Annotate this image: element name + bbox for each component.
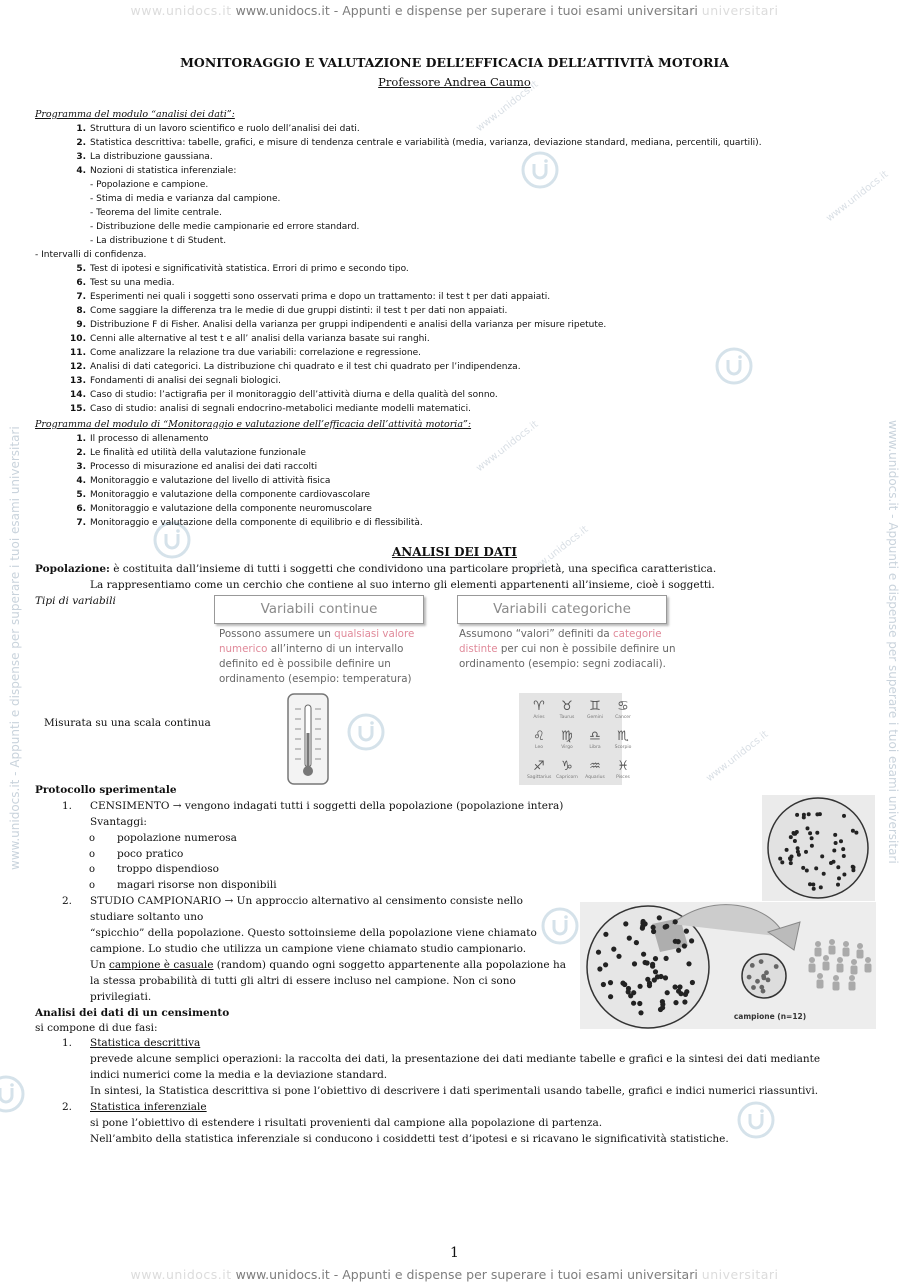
program-item-text: Cenni alle alternative al test t e all’ analisi della varianza basate sui ranghi. (90, 334, 430, 344)
person-icon (857, 943, 863, 949)
program-item-number: 13. (70, 376, 86, 386)
population-dot (664, 956, 669, 961)
population-dot (689, 938, 694, 943)
person-icon (815, 941, 821, 947)
program-item-text: Test su una media. (90, 278, 175, 288)
population-dot (673, 939, 678, 944)
population-dot (806, 826, 810, 830)
person-icon (829, 946, 836, 955)
population-dot (789, 861, 793, 865)
person-icon (837, 957, 843, 963)
program-item (76, 164, 890, 178)
population-dot (631, 1001, 636, 1006)
census-analysis-intro: si compone di due fasi: (35, 1022, 158, 1034)
population-dot (608, 994, 613, 999)
zodiac-name: Virgo (561, 745, 573, 750)
population-dot (807, 812, 811, 816)
population-dot (603, 962, 608, 967)
population-dot (611, 947, 616, 952)
program-item-number: 7. (76, 518, 86, 528)
person-icon (833, 982, 840, 991)
watermark-side-left: www.unidocs.it - Appunti e dispense per superare i tuoi esami universitari (8, 426, 22, 870)
population-dot (632, 961, 637, 966)
watermark-banner-top: www.unidocs.it www.unidocs.it - Appunti e dispense per superare i tuoi esami universitari universitari (130, 3, 779, 18)
program-item-text: La distribuzione gaussiana. (90, 152, 213, 162)
zodiac-name: Cancer (615, 715, 631, 720)
program-item-number: 3. (76, 152, 86, 162)
program-item (76, 122, 890, 136)
population-dot (774, 964, 779, 969)
population-dot (759, 959, 764, 964)
program-item-text: Statistica descrittiva: tabelle, grafici, e misure di tendenza centrale e variabilità (media, varianza, deviazione standard, mediana, percentili, quartili). (90, 138, 762, 148)
population-dot (641, 952, 646, 957)
program-item (70, 388, 890, 402)
continuous-variables-description: Possono assumere un qualsiasi valore numerico all’interno di un intervallo definito ed è possibile definire un ordinamento (esempio: temperatura) (219, 628, 415, 685)
census-analysis-heading: Analisi dei dati di un censimento (35, 1007, 230, 1019)
program-item-number: 6. (76, 278, 86, 288)
watermark-side-right: www.unidocs.it - Appunti e dispense per superare i tuoi esami universitari (886, 420, 900, 864)
program-item-number: 6. (76, 504, 86, 514)
person-icon (849, 975, 855, 981)
population-dot (842, 873, 846, 877)
program-item-number: 14. (70, 390, 86, 400)
program-item-number: 11. (70, 348, 86, 358)
population-dot (645, 960, 650, 965)
population-dot (747, 975, 752, 980)
population-dot (678, 991, 683, 996)
program-item (70, 346, 890, 360)
population-dot (808, 831, 812, 835)
person-icon (809, 964, 816, 973)
categorical-variables-box: Variabili categoriche (457, 595, 667, 624)
population-dot (801, 866, 805, 870)
program-item-number: 8. (76, 306, 86, 316)
zodiac-glyph: ♈ (533, 699, 545, 714)
program-item (76, 290, 890, 304)
population-dot (663, 924, 668, 929)
program-item (70, 374, 890, 388)
population-dot (833, 833, 837, 837)
thermometer-icon (287, 693, 329, 785)
document-title: MONITORAGGIO E VALUTAZIONE DELL’EFFICACIA DELL’ATTIVITÀ MOTORIA (180, 55, 729, 70)
zodiac-sign-icon (527, 729, 551, 757)
population-dot (676, 948, 681, 953)
population-dot (755, 979, 760, 984)
population-dot (854, 831, 858, 835)
watermark-banner-bottom: www.unidocs.it www.unidocs.it - Appunti e dispense per superare i tuoi esami universitari universitari (130, 1267, 779, 1282)
population-dot (690, 980, 695, 985)
program-item-text: Test di ipotesi e significatività statistica. Errori di primo e secondo tipo. (90, 264, 409, 274)
program-item (76, 474, 890, 488)
program-item-text: Analisi di dati categorici. La distribuzione chi quadrato e il test chi quadrato per l’indipendenza. (90, 362, 521, 372)
population-dot (815, 812, 819, 816)
program-item (76, 516, 890, 530)
program-item-number: 5. (76, 264, 86, 274)
program-b-list (76, 432, 890, 530)
continuous-scale-note: Misurata su una scala continua (44, 717, 211, 729)
program-item-number: 4. (76, 166, 86, 176)
program-item (70, 402, 890, 416)
program-item-text: Come saggiare la differenza tra le medie di due gruppi distinti: il test t per dati non appaiati. (90, 306, 508, 316)
person-icon (865, 964, 872, 973)
program-item-text: Distribuzione F di Fisher. Analisi della varianza per gruppi indipendenti e analisi della varianza per misure ripetute. (90, 320, 607, 330)
program-item-number: 9. (76, 320, 86, 330)
watermark-logo-icon (0, 1074, 26, 1114)
population-dot (836, 865, 840, 869)
zodiac-sign-icon (611, 699, 635, 727)
population-dot (780, 860, 784, 864)
population-dot (684, 929, 689, 934)
program-item-text: Come analizzare la relazione tra due variabili: correlazione e regressione. (90, 348, 421, 358)
population-dot (841, 847, 845, 851)
person-icon (815, 948, 822, 957)
population-dot (751, 985, 756, 990)
zodiac-sign-icon (555, 759, 579, 787)
program-item-number: 1. (76, 124, 86, 134)
program-item-number: 10. (70, 334, 86, 344)
variable-types-label: Tipi di variabili (35, 595, 116, 607)
disadvantage-item: o popolazione numerosa (117, 831, 277, 847)
population-dot (764, 970, 769, 975)
program-item (76, 136, 890, 150)
zodiac-name: Aries (533, 715, 545, 720)
program-subitem: - Distribuzione delle medie campionarie ed errore standard. (90, 222, 360, 232)
population-dot (634, 940, 639, 945)
sampling-figure (580, 902, 876, 1029)
person-icon (849, 982, 856, 991)
program-item (76, 446, 890, 460)
population-dot (684, 989, 689, 994)
population-dot (796, 846, 800, 850)
zodiac-sign-icon (555, 729, 579, 757)
zodiac-sign-icon (527, 759, 551, 787)
professor-name: Professore Andrea Caumo (378, 75, 531, 89)
zodiac-glyph: ♉ (561, 699, 573, 714)
population-dot (623, 921, 628, 926)
population-dot (802, 813, 806, 817)
person-icon (817, 973, 823, 979)
population-dot (627, 936, 632, 941)
person-icon (833, 975, 839, 981)
zodiac-name: Leo (535, 745, 543, 750)
zodiac-sign-icon (555, 699, 579, 727)
program-item (76, 304, 890, 318)
population-dot (663, 975, 668, 980)
population-dot (616, 954, 621, 959)
program-item-text: Processo di misurazione ed analisi dei dati raccolti (90, 462, 318, 472)
program-item-number: 1. (76, 434, 86, 444)
zodiac-name: Capricorn (556, 775, 578, 780)
zodiac-sign-icon (611, 759, 635, 787)
person-icon (865, 957, 871, 963)
zodiac-glyph: ♍ (561, 729, 573, 744)
population-dot (815, 831, 819, 835)
population-dot (650, 962, 655, 967)
population-dot (812, 887, 816, 891)
watermark-diagonal: www.unidocs.it (474, 79, 541, 135)
zodiac-name: Aquarius (585, 775, 605, 780)
program-item-number: 2. (76, 448, 86, 458)
program-outdented-item: - Intervalli di confidenza. (35, 250, 147, 260)
zodiac-glyph: ♎ (589, 729, 601, 744)
zodiac-name: Pisces (616, 775, 630, 780)
program-item-number: 3. (76, 462, 86, 472)
program-item-text: Monitoraggio e valutazione della componente cardiovascolare (90, 490, 371, 500)
population-dot (597, 966, 602, 971)
zodiac-sign-icon (527, 699, 551, 727)
person-icon (809, 957, 815, 963)
population-dot (596, 950, 601, 955)
descriptive-statistics-item: 1. Statistica descrittiva prevede alcune semplici operazioni: la raccolta dei dati, la presentazione dei dati mediante tabelle e grafici e la sintesi dei dati mediante indici numerici come la media e la deviazione standard. In sintesi, la Statistica descrittiva si pone l’obiettivo di descrivere i dati sperimentali usando tabelle, grafici e indici numerici riassuntivi. (62, 1037, 821, 1097)
zodiac-glyph: ♋ (617, 699, 629, 714)
program-item-text: Caso di studio: analisi di segnali endocrino-metabolici mediante modelli matematici. (90, 404, 471, 414)
program-item-number: 12. (70, 362, 86, 372)
population-dot (637, 1001, 642, 1006)
population-dot (766, 978, 771, 983)
population-dot (796, 850, 800, 854)
population-dot (834, 841, 838, 845)
population-dot (789, 835, 793, 839)
population-dot (673, 984, 678, 989)
population-dot (603, 932, 608, 937)
program-subitem: - Popolazione e campione. (90, 180, 209, 190)
program-item-text: Le finalità ed utilità della valutazione funzionale (90, 448, 306, 458)
continuous-variables-box: Variabili continue (214, 595, 424, 624)
disadvantage-item: o magari risorse non disponibili (117, 878, 277, 894)
program-item-text: Caso di studio: l’actigrafia per il monitoraggio dell’attività diurna e della qualità del sonno. (90, 390, 498, 400)
watermark-diagonal: www.unidocs.it (474, 419, 541, 475)
sample-label: campione (n=12) (733, 1012, 807, 1021)
person-icon (817, 980, 824, 989)
zodiac-name: Gemini (587, 715, 603, 720)
program-item-text: Fondamenti di analisi dei segnali biologici. (90, 376, 281, 386)
program-item (76, 460, 890, 474)
population-dot (819, 885, 823, 889)
zodiac-glyph: ♐ (533, 759, 545, 774)
program-subitem: - Stima di media e varianza dal campione. (90, 194, 281, 204)
population-dot (657, 915, 662, 920)
population-dot (626, 986, 631, 991)
population-dot (785, 848, 789, 852)
disadvantages-list (117, 831, 277, 893)
population-definition: Popolazione: è costituita dall’insieme di tutti i soggetti che condividono una particolare proprietà, una specifica caratteristica. (35, 563, 717, 575)
person-icon (857, 950, 864, 959)
population-dot (601, 982, 606, 987)
disadvantages-label: Svantaggi: (90, 816, 147, 828)
population-dot (810, 844, 814, 848)
variable-types-figure (213, 593, 696, 787)
population-dot (851, 829, 855, 833)
population-dot (793, 839, 797, 843)
population-dot (750, 963, 755, 968)
population-dot (790, 855, 794, 859)
zodiac-glyph: ♒ (589, 759, 601, 774)
person-icon (843, 948, 850, 957)
zodiac-name: Scorpio (614, 745, 632, 750)
population-dot (653, 956, 658, 961)
population-dot (820, 854, 824, 858)
program-item-number: 5. (76, 490, 86, 500)
population-representation: La rappresentiamo come un cerchio che contiene al suo interno gli elementi appartenenti all’insieme, cioè i soggetti. (90, 579, 715, 591)
program-item-text: Il processo di allenamento (90, 434, 209, 444)
program-item (76, 150, 890, 164)
program-item (70, 360, 890, 374)
population-dot (842, 854, 846, 858)
population-dot (647, 983, 652, 988)
zodiac-name: Taurus (559, 715, 575, 720)
population-circle-figure (762, 795, 875, 901)
program-a-heading: Programma del modulo “analisi dei dati”: (35, 109, 235, 120)
population-dot (682, 999, 687, 1004)
population-dot (839, 839, 843, 843)
program-item-text: Esperimenti nei quali i soggetti sono osservati prima e dopo un trattamento: il test t per dati appaiati. (90, 292, 551, 302)
population-dot (837, 876, 841, 880)
section-title: ANALISI DEI DATI (391, 545, 518, 559)
person-icon (843, 941, 849, 947)
population-dot (842, 814, 846, 818)
zodiac-glyph: ♓ (617, 759, 629, 774)
population-dot (673, 1000, 678, 1005)
population-dot (673, 919, 678, 924)
population-dot (811, 883, 815, 887)
population-dot (638, 984, 643, 989)
population-dot (651, 925, 656, 930)
program-item-text: Monitoraggio e valutazione della componente neuromuscolare (90, 504, 372, 514)
zodiac-name: Sagittarius (527, 775, 552, 780)
population-dot (759, 985, 764, 990)
program-item (76, 262, 890, 276)
population-dot (622, 982, 627, 987)
population-dot (805, 869, 809, 873)
program-item (76, 488, 890, 502)
zodiac-sign-icon (583, 759, 607, 787)
sample-study-item: 2. STUDIO CAMPIONARIO → Un approccio alternativo al censimento consiste nello studiare soltanto uno “spicchio” della popolazione. Questo sottoinsieme della popolazione viene chiamato campione. Lo studio che utilizza un campione viene chiamato studio campionario. Un campione è casuale (random) quando ogni soggetto appartenente alla popolazione ha la stessa probabilità di tutti gli altri di essere incluso nel campione. Non ci sono privilegiati. (62, 895, 566, 1003)
program-item (70, 332, 890, 346)
zodiac-glyph: ♏ (617, 729, 629, 744)
population-dot (682, 943, 687, 948)
program-item-text: Struttura di un lavoro scientifico e ruolo dell’analisi dei dati. (90, 124, 360, 134)
population-dot (792, 831, 796, 835)
zodiac-signs-grid (519, 693, 632, 785)
program-item-number: 7. (76, 292, 86, 302)
population-dot (832, 849, 836, 853)
zodiac-name: Libra (589, 745, 601, 750)
population-dot (640, 926, 645, 931)
program-item (76, 432, 890, 446)
population-dot (652, 977, 657, 982)
program-item (76, 276, 890, 290)
population-dot (608, 980, 613, 985)
protocol-heading: Protocollo sperimentale (35, 784, 177, 796)
program-item-text: Nozioni di statistica inferenziale: (90, 166, 237, 176)
population-dot (665, 990, 670, 995)
population-dot (660, 1005, 665, 1010)
person-icon (851, 966, 858, 975)
page-number: 1 (450, 1245, 459, 1261)
population-dot (778, 857, 782, 861)
program-a-list (35, 122, 890, 416)
person-icon (829, 939, 835, 945)
person-icon (851, 959, 857, 965)
zodiac-sign-icon (583, 729, 607, 757)
population-dot (638, 1010, 643, 1015)
population-dot (836, 883, 840, 887)
population-dot (829, 861, 833, 865)
program-item-number: 4. (76, 476, 86, 486)
zodiac-sign-icon (611, 729, 635, 757)
program-item-number: 15. (70, 404, 86, 414)
inferential-statistics-item: 2. Statistica inferenziale si pone l’obiettivo di estendere i risultati provenienti dal campione alla popolazione di partenza. Nell’ambito della statistica inferenziale si conducono i cosiddetti test d’ipotesi e si ricavano le significatività statistiche. (62, 1101, 729, 1145)
person-icon (823, 962, 830, 971)
disadvantage-item: o troppo dispendioso (117, 862, 277, 878)
population-dot (804, 850, 808, 854)
population-dot (810, 836, 814, 840)
zodiac-sign-icon (583, 699, 607, 727)
watermark-diagonal: www.unidocs.it (704, 729, 771, 785)
person-icon (823, 955, 829, 961)
program-item-text: Monitoraggio e valutazione del livello di attività fisica (90, 476, 331, 486)
zodiac-glyph: ♌ (533, 729, 545, 744)
population-dot (814, 866, 818, 870)
program-item (76, 318, 890, 332)
watermark-diagonal: www.unidocs.it (524, 524, 591, 580)
zodiac-glyph: ♑ (561, 759, 573, 774)
population-dot (795, 813, 799, 817)
population-dot (851, 868, 855, 872)
census-item: 1. CENSIMENTO → vengono indagati tutti i soggetti della popolazione (popolazione intera) (62, 800, 564, 812)
program-subitem: - Teorema del limite centrale. (90, 208, 222, 218)
program-b-heading: Programma del modulo di “Monitoraggio e valutazione dell’efficacia dell’attività motoria”: (35, 419, 472, 430)
program-item-text: Monitoraggio e valutazione della componente di equilibrio e di flessibilità. (90, 518, 423, 528)
population-dot (641, 919, 646, 924)
categorical-variables-description: Assumono “valori” definiti da categorie distinte per cui non è possibile definire un ordinamento (esempio: segni zodiacali). (459, 628, 676, 670)
disadvantage-item: o poco pratico (117, 847, 277, 863)
program-item (76, 502, 890, 516)
program-item-number: 2. (76, 138, 86, 148)
population-dot (686, 961, 691, 966)
population-dot (822, 872, 826, 876)
zodiac-glyph: ♊ (589, 699, 601, 714)
program-subitem: - La distribuzione t di Student. (90, 236, 227, 246)
population-dot (653, 969, 658, 974)
watermark-diagonal: www.unidocs.it (824, 169, 891, 225)
person-icon (837, 964, 844, 973)
